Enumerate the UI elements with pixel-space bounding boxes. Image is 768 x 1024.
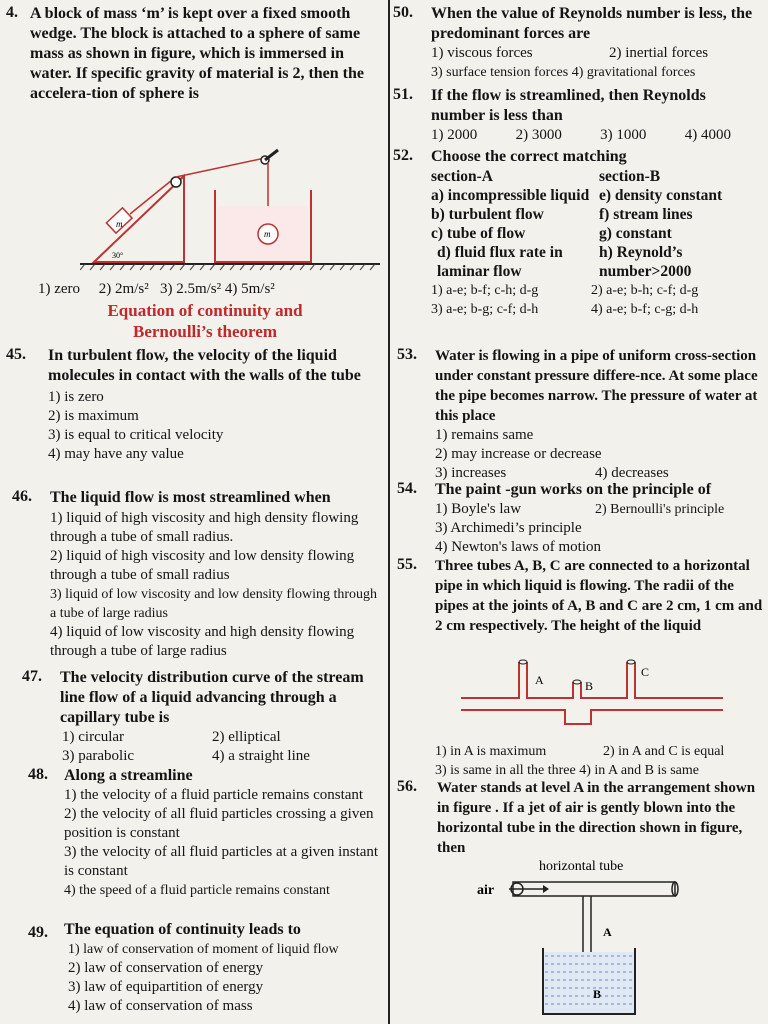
option: 4) law of conservation of mass bbox=[68, 998, 253, 1014]
option: 1) in A is maximum bbox=[435, 744, 547, 759]
question-number: 52. bbox=[393, 147, 413, 164]
left-column bbox=[0, 4, 386, 1024]
option-list bbox=[393, 281, 763, 319]
question-number: 45. bbox=[6, 346, 26, 363]
option: 1) law of conservation of moment of liquid flow bbox=[68, 942, 339, 957]
option: 2) liquid of high viscosity and low density flowing through a tube of small radius bbox=[50, 548, 355, 583]
level-a-label: A bbox=[603, 925, 612, 939]
question-text: If the flow is streamlined, then Reynolds number is less than bbox=[431, 87, 706, 124]
pipe-left-top bbox=[461, 662, 519, 698]
tube-b-opening bbox=[573, 680, 581, 684]
question-text: Water is flowing in a pipe of uniform cross-section under constant pressure differe-nce. At some place the pipe becomes narrow. The pressure of water at this place bbox=[435, 348, 758, 424]
horizontal-tube-label: horizontal tube bbox=[539, 859, 624, 874]
question-number: 54. bbox=[397, 480, 417, 497]
question-text: The liquid flow is most streamlined when bbox=[50, 489, 331, 506]
question-text: The velocity distribution curve of the stream line flow of a liquid advancing through a capillary tube is bbox=[60, 669, 364, 726]
wedge bbox=[94, 176, 184, 262]
pulley-left bbox=[171, 177, 181, 187]
sphere-label: m bbox=[264, 229, 271, 239]
question-text: The equation of continuity leads to bbox=[64, 921, 301, 938]
question-text: Choose the correct matching bbox=[431, 148, 627, 165]
wedge-pulley-figure bbox=[80, 146, 380, 276]
tube-a-opening bbox=[519, 660, 527, 664]
option: 3) is same in all the three 4) in A and B is same bbox=[435, 763, 700, 778]
option: 2) elliptical bbox=[212, 729, 281, 745]
column-a-header: section-A bbox=[431, 168, 493, 185]
matching-table bbox=[393, 167, 763, 281]
option: 3) parabolic bbox=[62, 748, 135, 764]
match-item-c: c) tube of flow bbox=[431, 225, 526, 242]
column-divider bbox=[388, 0, 390, 1024]
three-tubes-figure bbox=[461, 654, 731, 738]
option: 4) the speed of a fluid particle remains constant bbox=[64, 883, 330, 898]
option-list bbox=[393, 44, 763, 63]
option: 2) is maximum bbox=[48, 408, 139, 424]
level-b-label: B bbox=[593, 987, 602, 1001]
option: 3) the velocity of all fluid particles at a given instant is constant bbox=[64, 844, 379, 879]
question-number: 46. bbox=[12, 488, 32, 505]
question-text: A block of mass ‘m’ is kept over a fixed smooth wedge. The block is attached to a sphere of same mass as shown in figure, which is immersed in water. If specific gravity of material is 2, then the accelera-tion of sphere is bbox=[30, 5, 364, 102]
question-49 bbox=[6, 920, 382, 1016]
option: 2) in A and C is equal bbox=[603, 744, 725, 759]
question-51 bbox=[393, 86, 763, 145]
column-b-header: section-B bbox=[599, 168, 661, 185]
tube-b-label: B bbox=[585, 679, 594, 693]
match-item-f: f) stream lines bbox=[599, 206, 693, 223]
option: 3) 1000 bbox=[600, 127, 647, 143]
option: 4) may have any value bbox=[48, 446, 184, 462]
option: 2) Bernoulli's principle bbox=[595, 502, 725, 517]
option: 2) law of conservation of energy bbox=[68, 960, 264, 976]
option: 1) liquid of high viscosity and high density flowing through a tube of small radius. bbox=[50, 510, 359, 545]
question-text: The paint -gun works on the principle of bbox=[435, 481, 712, 498]
option-list bbox=[6, 940, 382, 1016]
option: 1) 2000 bbox=[431, 127, 478, 143]
option: 2) a-e; b-h; c-f; d-g bbox=[591, 283, 699, 298]
option: 1) remains same bbox=[435, 427, 534, 443]
right-column bbox=[393, 4, 765, 1024]
air-label: air bbox=[477, 883, 495, 898]
q44-options: 1) zero 2) 2m/s² 3) 2.5m/s² 4) 5m/s² bbox=[38, 281, 275, 297]
option: 2) may increase or decrease bbox=[435, 446, 602, 462]
option: 1) is zero bbox=[48, 389, 104, 405]
question-45 bbox=[6, 346, 382, 464]
option: 1) a-e; b-f; c-h; d-g bbox=[431, 283, 539, 298]
question-54 bbox=[393, 480, 763, 557]
option-list bbox=[6, 509, 382, 661]
string-top bbox=[176, 158, 265, 177]
tube-a-label: A bbox=[535, 673, 544, 687]
option: 2) inertial forces bbox=[609, 45, 709, 61]
question-text: In turbulent flow, the velocity of the liquid molecules in contact with the walls of the tube bbox=[48, 347, 361, 384]
angle-label: 30° bbox=[112, 251, 124, 260]
option: 3) a-e; b-g; c-f; d-h bbox=[431, 302, 539, 317]
tube-c-label: C bbox=[641, 665, 650, 679]
question-number: 56. bbox=[397, 778, 417, 795]
question-number: 50. bbox=[393, 4, 413, 21]
pulley-support bbox=[265, 150, 278, 160]
option: 3) increases bbox=[435, 465, 507, 481]
question-number: 47. bbox=[22, 668, 42, 685]
question-text: When the value of Reynolds number is less, the predominant forces are bbox=[431, 5, 753, 42]
option: 1) circular bbox=[62, 729, 125, 745]
heading-line-2: Bernoulli’s theorem bbox=[132, 322, 277, 341]
option-list bbox=[393, 500, 763, 519]
option: 4) a-e; b-f; c-g; d-h bbox=[591, 302, 699, 317]
option: 4) a straight line bbox=[212, 748, 310, 764]
match-item-d: d) fluid flux rate in laminar flow bbox=[437, 244, 563, 280]
option: 4) 4000 bbox=[684, 127, 731, 143]
option: 2) the velocity of all fluid particles crossing a given position is constant bbox=[64, 806, 374, 841]
horizontal-tube-figure bbox=[477, 856, 697, 1024]
question-47 bbox=[6, 668, 382, 766]
heading-line-1: Equation of continuity and bbox=[107, 301, 303, 320]
question-text: Three tubes A, B, C are connected to a horizontal pipe in which liquid is flowing. The radii of the pipes at the joints of A, B and C are 2 cm, 1 cm and 2 cm respectively. The height of the liquid bbox=[435, 558, 763, 634]
question-56 bbox=[393, 778, 763, 858]
option: 3) law of equipartition of energy bbox=[68, 979, 264, 995]
question-text: Water stands at level A in the arrangement shown in figure . If a jet of air is gently blown into the horizontal tube in the direction shown in figure, then bbox=[437, 780, 756, 856]
question-44 bbox=[6, 4, 382, 104]
option-list bbox=[393, 426, 763, 483]
section-heading bbox=[40, 300, 370, 342]
air-arrow-head bbox=[543, 885, 549, 893]
option-list bbox=[6, 388, 382, 464]
tube-a-right bbox=[527, 662, 573, 698]
match-item-a: a) incompressible liquid bbox=[431, 187, 590, 204]
option-row bbox=[435, 742, 765, 761]
question-50 bbox=[393, 4, 763, 82]
match-item-b: b) turbulent flow bbox=[431, 206, 544, 223]
question-number: 53. bbox=[397, 346, 417, 363]
option: 1) the velocity of a fluid particle remains constant bbox=[64, 787, 364, 803]
pipe-bottom bbox=[461, 710, 723, 724]
match-item-g: g) constant bbox=[599, 225, 672, 242]
block-label: m bbox=[116, 219, 123, 229]
option-list bbox=[6, 786, 382, 900]
question-number: 49. bbox=[28, 924, 48, 941]
question-53 bbox=[393, 346, 763, 483]
option: 2) 3000 bbox=[515, 127, 562, 143]
question-number: 48. bbox=[28, 766, 48, 783]
option: 3) surface tension forces 4) gravitational forces bbox=[431, 65, 696, 80]
tube-c-opening bbox=[627, 660, 635, 664]
option: 3) is equal to critical velocity bbox=[48, 427, 224, 443]
option: 4) Newton's laws of motion bbox=[435, 539, 602, 555]
question-48 bbox=[6, 766, 382, 900]
option: 1) viscous forces bbox=[431, 45, 533, 61]
option-list bbox=[6, 728, 382, 766]
match-item-h: h) Reynold’s number>2000 bbox=[599, 244, 692, 280]
match-item-e: e) density constant bbox=[599, 187, 723, 204]
question-text: Along a streamline bbox=[64, 767, 193, 784]
question-number: 55. bbox=[397, 556, 417, 573]
question-52 bbox=[393, 147, 763, 319]
option: 3) Archimedi’s principle bbox=[435, 520, 582, 536]
question-55 bbox=[393, 556, 763, 636]
q55-options bbox=[435, 742, 765, 780]
option-list bbox=[393, 126, 731, 145]
question-46 bbox=[6, 488, 382, 661]
option: 4) liquid of low viscosity and high density flowing through a tube of large radius bbox=[50, 624, 355, 659]
option: 1) Boyle's law bbox=[435, 501, 522, 517]
question-number: 4. bbox=[6, 4, 18, 21]
option: 3) liquid of low viscosity and low density flowing through a tube of large radius bbox=[50, 587, 378, 621]
question-number: 51. bbox=[393, 86, 413, 103]
option: 4) decreases bbox=[595, 465, 669, 481]
